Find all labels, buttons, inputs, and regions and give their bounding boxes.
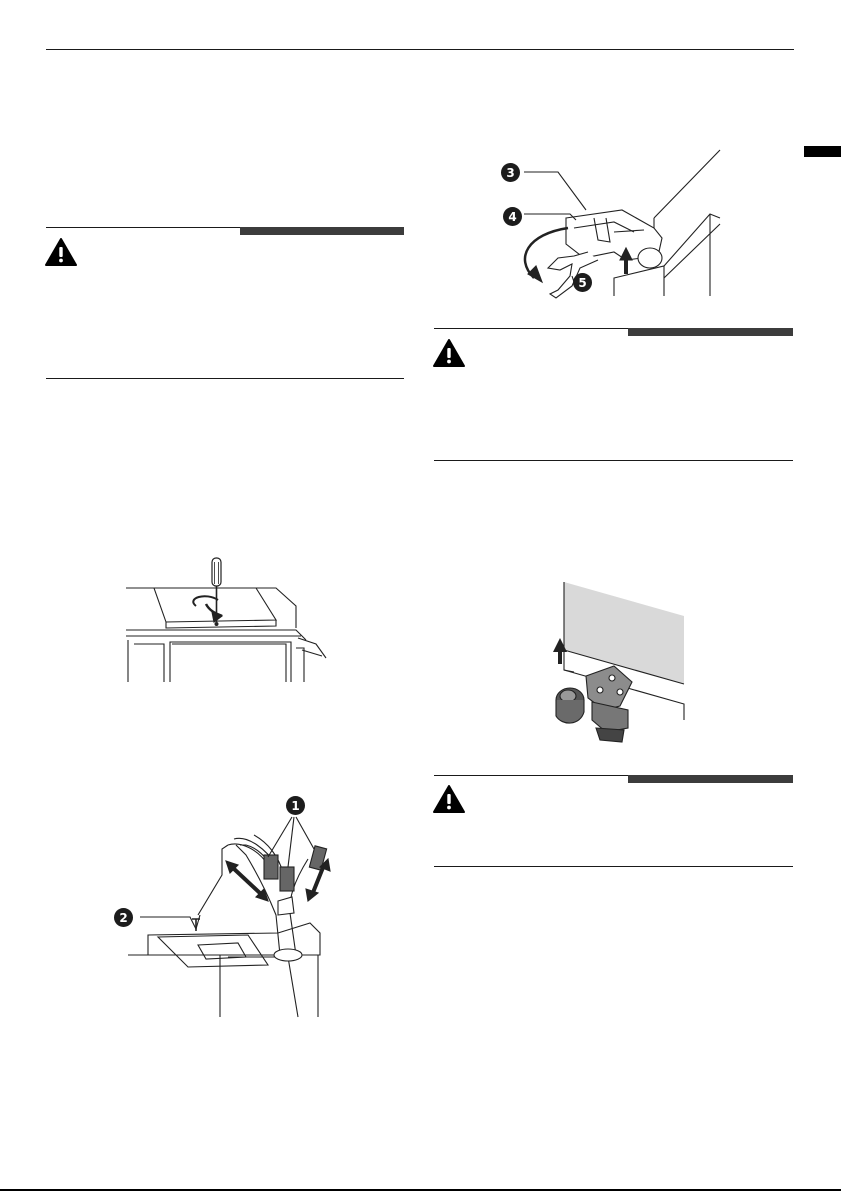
hinge-cover-screw-illustration	[126, 558, 326, 682]
warning-box-bottom-rule	[434, 866, 793, 867]
warning-box-bottom-rule	[434, 460, 793, 461]
warning-box-header-bar	[628, 775, 793, 783]
section-tab-marker	[804, 146, 841, 157]
hinge-lever-illustration	[514, 148, 726, 298]
warning-box-bottom-rule	[46, 378, 404, 379]
warning-box-header-bar	[240, 227, 404, 235]
callout-1: 1	[286, 796, 305, 815]
door-lift-illustration	[540, 580, 690, 750]
callout-3: 3	[501, 163, 520, 182]
warning-triangle-icon	[432, 784, 466, 814]
wire-harness-illustration	[128, 805, 328, 1017]
warning-triangle-icon	[432, 338, 466, 368]
callout-4: 4	[503, 207, 522, 226]
callout-5: 5	[573, 273, 592, 292]
header-rule	[46, 49, 794, 50]
warning-triangle-icon	[44, 237, 78, 267]
callout-2: 2	[114, 908, 133, 927]
warning-box-header-bar	[628, 328, 793, 336]
